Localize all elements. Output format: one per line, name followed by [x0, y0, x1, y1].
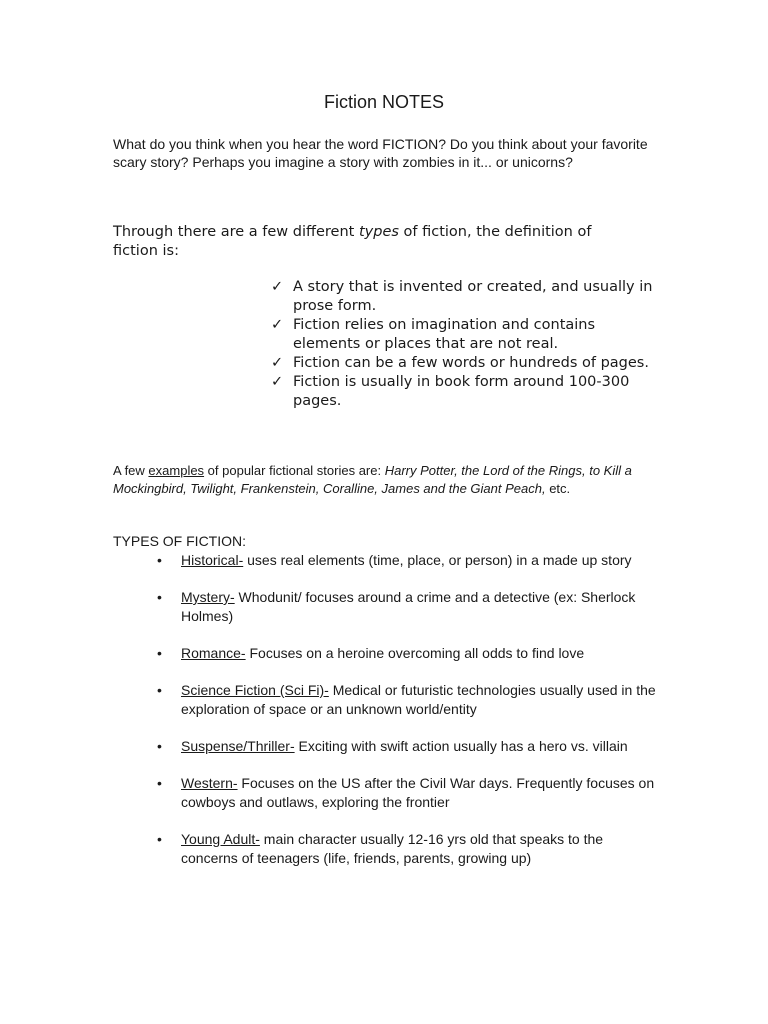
types-list — [157, 551, 657, 886]
type-item — [157, 644, 657, 663]
bullet-icon: • — [157, 552, 162, 568]
type-name: Young Adult- — [181, 831, 260, 847]
check-mark-icon: ✓ — [271, 374, 284, 390]
type-name: Mystery- — [181, 589, 235, 605]
type-item — [157, 737, 657, 756]
examples-underlined: examples — [148, 463, 205, 478]
definition-intro-emphasis: types — [358, 224, 399, 240]
checklist-item — [271, 354, 661, 373]
definition-intro — [113, 223, 633, 261]
bullet-icon: • — [157, 645, 162, 661]
type-desc: main character usually 12-16 yrs old that speaks to the concerns of teenagers (life, friends, parents, growing up) — [181, 831, 604, 866]
type-desc: Focuses on a heroine overcoming all odds to find love — [245, 645, 585, 661]
examples-middle: of popular fictional stories are: — [204, 463, 385, 478]
type-item — [157, 830, 657, 868]
definition-intro-after: of fiction, the definition of fiction is: — [113, 224, 592, 259]
check-mark-icon: ✓ — [271, 279, 284, 295]
definition-intro-before: Through there are a few different — [113, 224, 359, 240]
bullet-icon: • — [157, 589, 162, 605]
checklist-item-text: Fiction relies on imagination and contains elements or places that are not real. — [293, 317, 596, 352]
check-mark-icon: ✓ — [271, 355, 284, 371]
types-heading: TYPES OF FICTION: — [113, 533, 247, 549]
definition-checklist — [271, 278, 661, 411]
type-item — [157, 551, 657, 570]
bullet-icon: • — [157, 831, 162, 847]
type-name: Western- — [181, 775, 238, 791]
type-item — [157, 588, 657, 626]
bullet-icon: • — [157, 775, 162, 791]
type-desc: Medical or futuristic technologies usually used in the exploration of space or an unknown world/entity — [181, 682, 656, 717]
type-item — [157, 681, 657, 719]
type-name: Science Fiction (Sci Fi)- — [181, 682, 329, 698]
type-name: Historical- — [181, 552, 244, 568]
bullet-icon: • — [157, 682, 162, 698]
checklist-item-text: Fiction is usually in book form around 100-300 pages. — [293, 374, 630, 409]
type-item — [157, 774, 657, 812]
checklist-item — [271, 278, 661, 316]
examples-titles: Harry Potter, the Lord of the Rings, to Kill a Mockingbird, Twilight, Frankenstein, Coralline, James and the Giant Peach, — [113, 463, 632, 496]
check-mark-icon: ✓ — [271, 317, 284, 333]
examples-paragraph — [113, 462, 663, 498]
bullet-icon: • — [157, 738, 162, 754]
type-desc: Exciting with swift action usually has a hero vs. villain — [294, 738, 628, 754]
examples-lead: A few — [113, 463, 149, 478]
checklist-item-text: A story that is invented or created, and usually in prose form. — [293, 279, 653, 314]
examples-tail: etc. — [545, 481, 571, 496]
type-desc: uses real elements (time, place, or person) in a made up story — [243, 552, 632, 568]
checklist-item — [271, 373, 661, 411]
intro-paragraph: What do you think when you hear the word FICTION? Do you think about your favorite scary story? Perhaps you imagine a story with zombies in it... or unicorns? — [113, 136, 648, 170]
type-desc: Focuses on the US after the Civil War days. Frequently focuses on cowboys and outlaws, exploring the frontier — [181, 775, 655, 810]
type-desc: Whodunit/ focuses around a crime and a detective (ex: Sherlock Holmes) — [181, 589, 636, 624]
type-name: Suspense/Thriller- — [181, 738, 295, 754]
type-name: Romance- — [181, 645, 246, 661]
checklist-item — [271, 316, 661, 354]
checklist-item-text: Fiction can be a few words or hundreds of pages. — [293, 355, 649, 371]
page-title: Fiction NOTES — [323, 92, 445, 112]
